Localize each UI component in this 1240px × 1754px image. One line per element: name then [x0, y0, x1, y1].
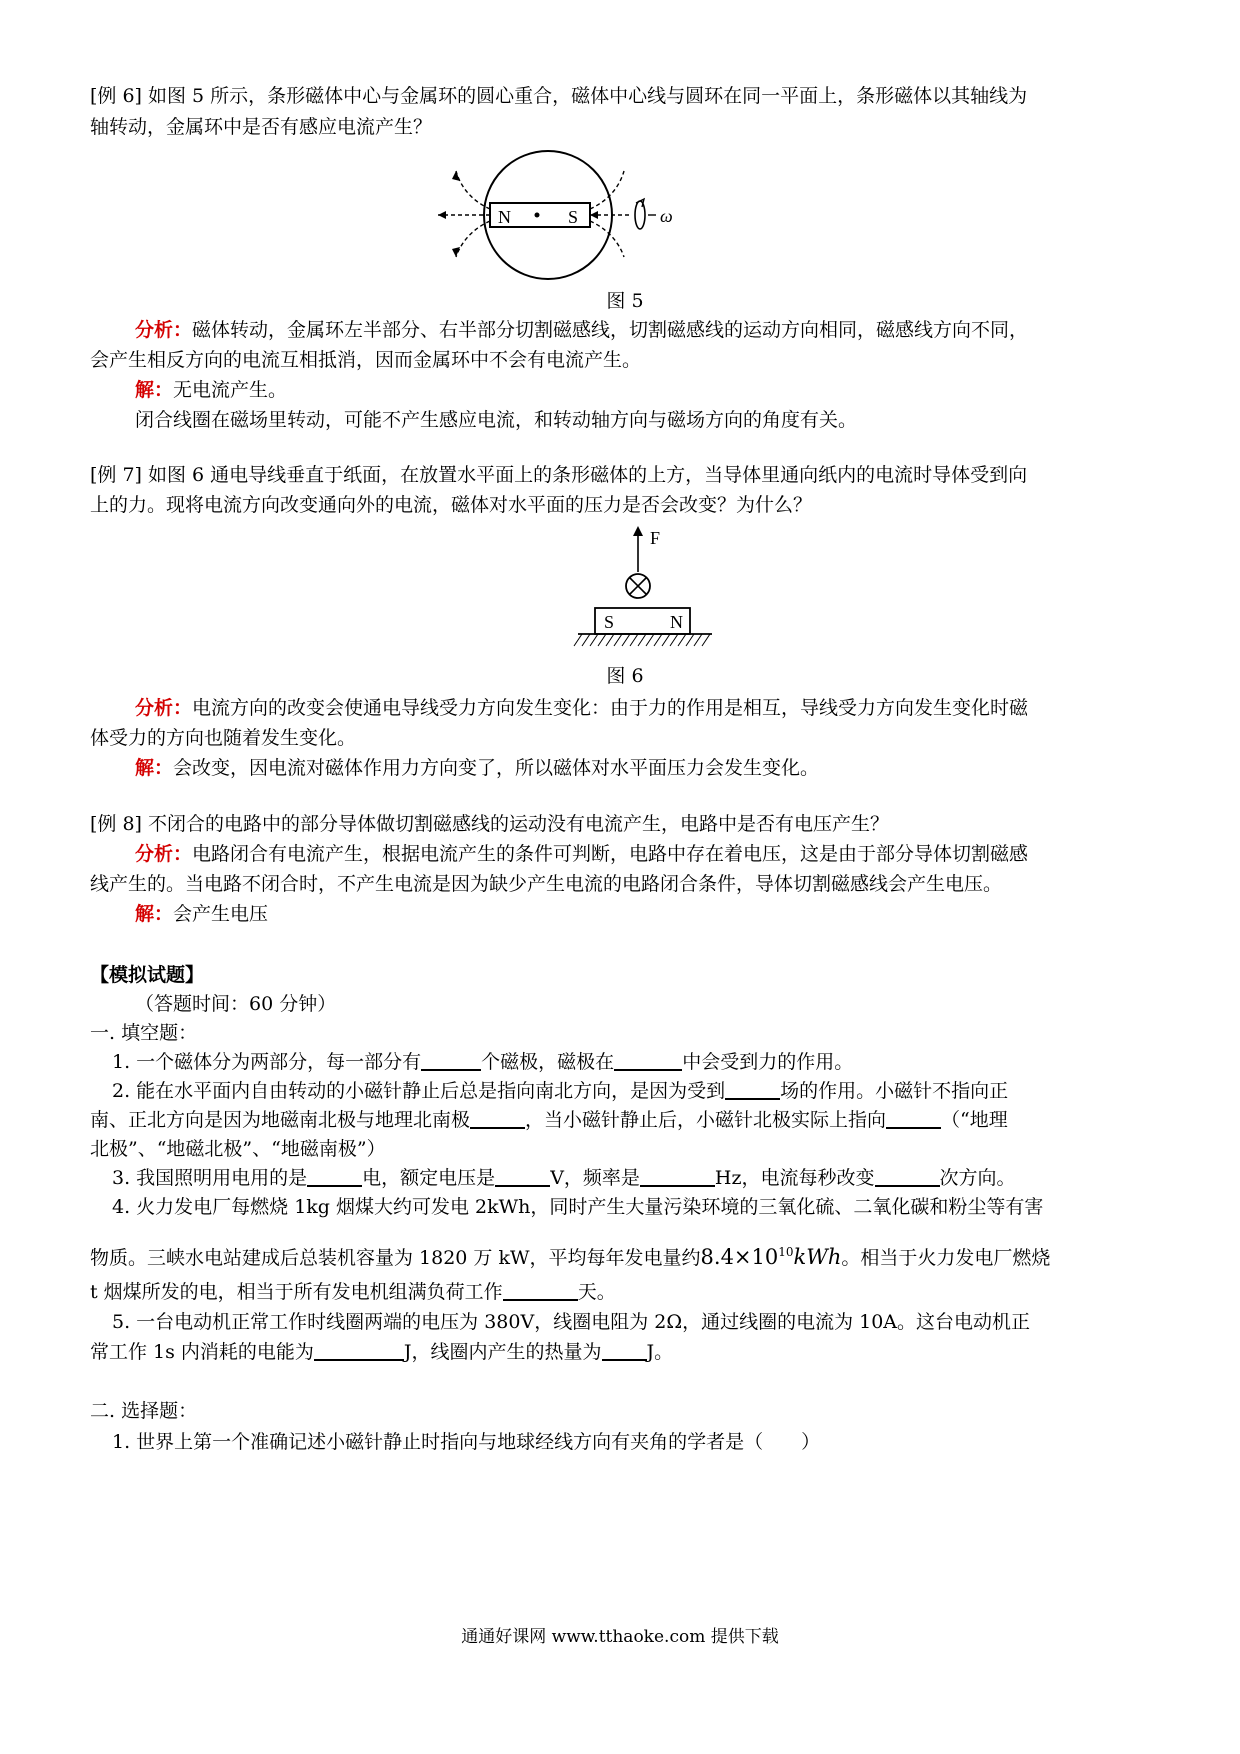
ex8-question: [例 8] 不闭合的电路中的部分导体做切割磁感线的运动没有电流产生，电路中是否有电压产生？: [90, 813, 889, 835]
ex6-note: 闭合线圈在磁场里转动，可能不产生感应电流，和转动轴方向与磁场方向的角度有关。: [135, 409, 858, 431]
fill-q5-line-2: 常工作 1s 内消耗的电能为 J，线圈内产生的热量为 J。: [90, 1336, 1160, 1368]
figure-5-s-label: S: [568, 207, 579, 227]
solution-label: 解：: [135, 757, 174, 779]
fill-q3: 3. 我国照明用电用的是 电，额定电压是 V，频率是 Hz，电流每秒改变 次方向。: [90, 1162, 1160, 1194]
section-multiple-choice: 二. 选择题：: [90, 1400, 198, 1422]
ex6-solution: 解：无电流产生。: [135, 379, 288, 401]
magnet-s-label: S: [604, 612, 615, 632]
analysis-label: 分析：: [135, 319, 193, 341]
fill-q4-line-2: 物质。三峡水电站建成后总装机容量为 1820 万 kW，平均每年发电量约$8.4\times 10^{10}kWh$。相当于火力发电厂燃烧: [90, 1245, 1051, 1269]
ex8-analysis-line-2: 线产生的。当电路不闭合时，不产生电流是因为缺少产生电流的电路闭合条件，导体切割磁感线会产生电压。: [90, 873, 1003, 895]
answer-blank[interactable]: [307, 1163, 362, 1187]
mc-q1: 1. 世界上第一个准确记述小磁针静止时指向与地球经线方向有夹角的学者是（ ）: [112, 1431, 821, 1453]
fill-q5-line-1: 5. 一台电动机正常工作时线圈两端的电压为 380V，线圈电阻为 2Ω，通过线圈的电流为 10A。这台电动机正: [112, 1311, 1031, 1333]
analysis-label: 分析：: [135, 697, 193, 719]
fill-q2-line-3: 北极”、“地磁北极”、“地磁南极”）: [90, 1138, 386, 1160]
answer-blank[interactable]: [875, 1163, 940, 1187]
ex7-solution: 解：会改变，因电流对磁体作用力方向变了，所以磁体对水平面压力会发生变化。: [135, 757, 820, 779]
fill-q2-line-1: 2. 能在水平面内自由转动的小磁针静止后总是指向南北方向，是因为受到 场的作用。小磁针不指向正: [90, 1075, 1160, 1107]
fill-q2-line-2: 南、正北方向是因为地磁南北极与地理北南极 ，当小磁针静止后，小磁针北极实际上指向 （“地理: [90, 1104, 1160, 1136]
answer-blank[interactable]: [314, 1337, 404, 1361]
ex7-question-line-1: [例 7] 如图 6 通电导线垂直于纸面，在放置水平面上的条形磁体的上方，当导体里通向纸内的电流时导体受到向: [90, 464, 1028, 486]
magnet-n-label: N: [670, 612, 683, 632]
force-arrow-icon: [633, 526, 643, 536]
solution-label: 解：: [135, 379, 174, 401]
figure-5-ring-magnet: [430, 145, 690, 285]
page-footer: 通通好课网 www.tthaoke.com 提供下载: [461, 1627, 779, 1647]
q4-formula: $8.4\times 10^{10}kWh$: [700, 1245, 842, 1269]
answer-blank[interactable]: [470, 1105, 525, 1129]
figure-6-caption: 图 6: [606, 665, 644, 687]
rotation-icon: [635, 201, 645, 229]
ex8-solution: 解：会产生电压: [135, 903, 269, 925]
ex6-question-line-2: 轴转动，金属环中是否有感应电流产生？: [90, 116, 433, 138]
fill-q1: 1. 一个磁体分为两部分，每一部分有 个磁极，磁极在 中会受到力的作用。: [90, 1046, 1160, 1078]
figure-5-n-label: N: [498, 207, 511, 227]
fill-q4-line-3: t 烟煤所发的电，相当于所有发电机组满负荷工作 天。: [90, 1276, 1160, 1308]
answer-blank[interactable]: [495, 1163, 550, 1187]
solution-label: 解：: [135, 903, 174, 925]
fill-q4-line-1: 4. 火力发电厂每燃烧 1kg 烟煤大约可发电 2kWh，同时产生大量污染环境的三氧化硫、二氧化碳和粉尘等有害: [112, 1196, 1044, 1218]
ground-hatching: [574, 634, 710, 646]
analysis-label: 分析：: [135, 843, 193, 865]
answer-blank[interactable]: [640, 1163, 715, 1187]
ex6-question-line-1: [例 6] 如图 5 所示，条形磁体中心与金属环的圆心重合，磁体中心线与圆环在同一平面上，条形磁体以其轴线为: [90, 85, 1028, 107]
mock-test-title: 【模拟试题】: [90, 964, 205, 986]
answer-blank[interactable]: [614, 1047, 682, 1071]
answer-blank[interactable]: [725, 1076, 780, 1100]
ex8-analysis-line-1: 分析：电路闭合有电流产生，根据电流产生的条件可判断，电路中存在着电压，这是由于部分导体切割磁感: [135, 843, 1029, 865]
ex7-analysis-line-1: 分析：电流方向的改变会使通电导线受力方向发生变化：由于力的作用是相互，导线受力方向发生变化时磁: [135, 697, 1029, 719]
answer-blank[interactable]: [503, 1277, 578, 1301]
answer-blank[interactable]: [602, 1337, 647, 1361]
ex7-question-line-2: 上的力。现将电流方向改变通向外的电流，磁体对水平面的压力是否会改变？为什么？: [90, 494, 813, 516]
figure-6-wire-magnet: [490, 522, 730, 657]
ex6-analysis-line-1: 分析：磁体转动，金属环左半部分、右半部分切割磁感线，切割磁感线的运动方向相同，磁感线方向不同，: [135, 319, 1029, 341]
answer-blank[interactable]: [886, 1105, 941, 1129]
ex7-analysis-line-2: 体受力的方向也随着发生变化。: [90, 727, 357, 749]
figure-5-caption: 图 5: [606, 290, 644, 312]
force-f-label: F: [650, 528, 661, 548]
mock-test-time: （答题时间：60 分钟）: [135, 993, 337, 1015]
omega-label: ω: [660, 206, 673, 226]
ex6-analysis-line-2: 会产生相反方向的电流互相抵消，因而金属环中不会有电流产生。: [90, 349, 642, 371]
answer-blank[interactable]: [421, 1047, 481, 1071]
section-fill-blank: 一. 填空题：: [90, 1022, 198, 1044]
